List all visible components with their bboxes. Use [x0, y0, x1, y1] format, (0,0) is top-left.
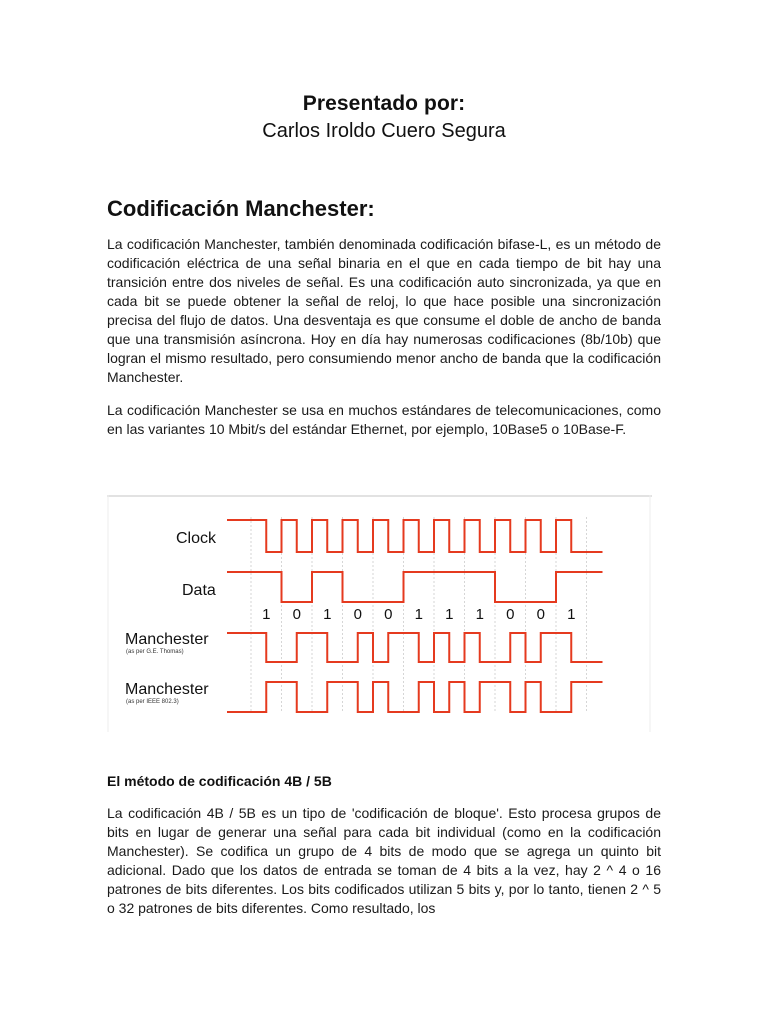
bit-value-label: 1 [323, 606, 332, 623]
presented-by-heading: Presentado por: [302, 92, 466, 115]
bit-value-label: 0 [536, 606, 545, 623]
clock-label: Clock [176, 530, 217, 547]
author-name: Carlos Iroldo Cuero Segura [262, 120, 506, 142]
paragraph-4b5b: La codificación 4B / 5B es un tipo de 'codificación de bloque'. Esto procesa grupos de bits en lugar de generar una señal para cada bit individual (como en la codificación Manchester). Se codifica un grupo de 4 bits de modo que se agrega un quinto bit adicional. Dado que los datos de entrada se toman de 4 bits a la vez, hay 2 ^ 4 o 16 patrones de bits diferentes. Los bits codificados utilizan 5 bits y, por lo tanto, tienen 2 ^ 5 o 32 patrones de bits diferentes. Como resultado, los [107, 805, 661, 916]
section-title-manchester: Codificación Manchester: [107, 196, 375, 221]
bit-value-label: 0 [353, 606, 362, 623]
bit-value-label: 0 [292, 606, 301, 623]
paragraph-manchester-definition: La codificación Manchester, también denominada codificación bifase-L, es un método de codificación eléctrica de una señal binaria en el que en cada tiempo de bit hay una transición entre dos niveles de señal. Es una codificación auto sincronizada, ya que en cada bit se puede obtener la señal de reloj, lo que hace posible una sincronización precisa del flujo de datos. Una desventaja es que consume el doble de ancho de banda que una transmisión asíncrona. Hoy en día hay numerosas codificaciones (8b/10b) que logran el mismo resultado, pero consumiendo menor ancho de banda que la codificación Manchester. [107, 236, 661, 385]
thomas-note-label: (as per G.E. Thomas) [126, 649, 184, 655]
bit-value-label: 0 [506, 606, 515, 623]
manchester-diagram-svg [107, 495, 652, 732]
manchester-encoding-diagram [107, 495, 652, 732]
manchester-thomas-label: Manchester [125, 631, 209, 648]
ieee-note-label: (as per IEEE 802.3) [126, 699, 179, 705]
bit-value-label: 1 [445, 606, 454, 623]
bit-value-label: 1 [475, 606, 484, 623]
section-title-4b5b: El método de codificación 4B / 5B [107, 773, 332, 789]
data-label: Data [182, 582, 216, 599]
bit-value-label: 1 [262, 606, 271, 623]
manchester-ieee-label: Manchester [125, 681, 209, 698]
paragraph-manchester-usage: La codificación Manchester se usa en muchos estándares de telecomunicaciones, como en las variantes 10 Mbit/s del estándar Ethernet, por ejemplo, 10Base5 o 10Base-F. [107, 402, 661, 437]
bit-value-label: 1 [414, 606, 423, 623]
bit-value-label: 1 [567, 606, 576, 623]
bit-value-label: 0 [384, 606, 393, 623]
